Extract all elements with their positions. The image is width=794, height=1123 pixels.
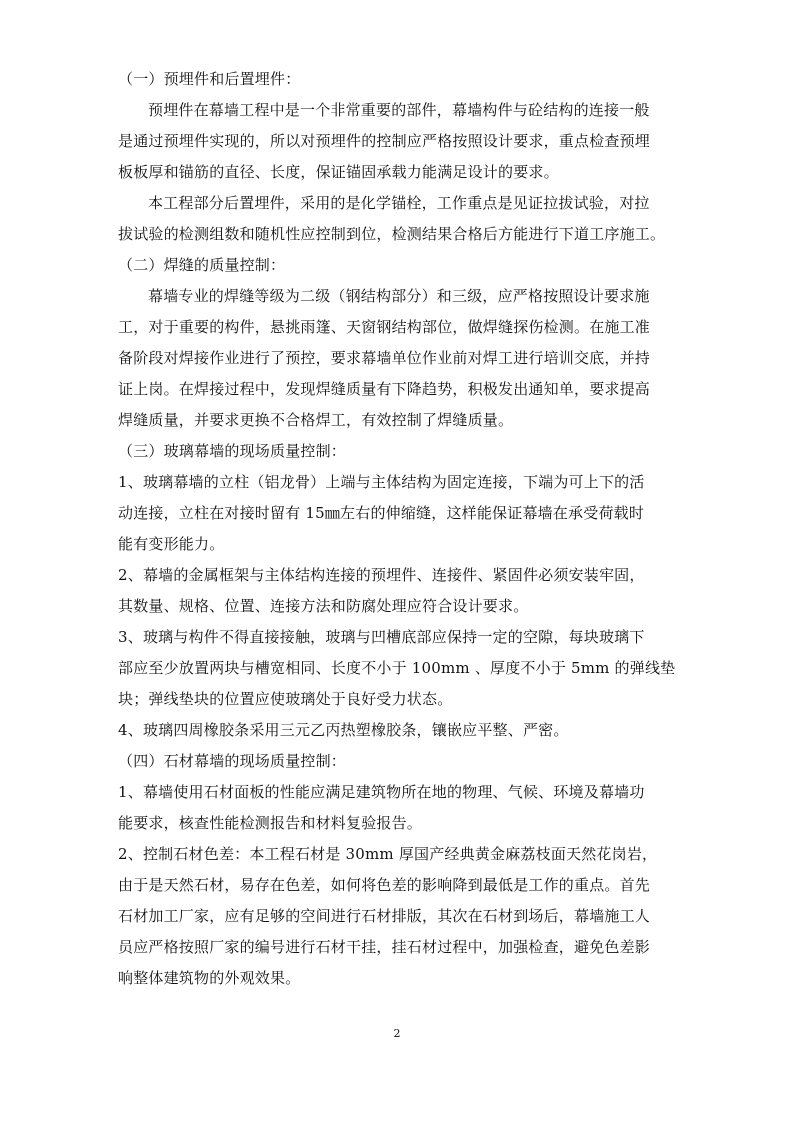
- text-line: 部应至少放置两块与槽宽相同、长度不小于 100mm 、厚度不小于 5mm 的弹线垫: [118, 659, 676, 677]
- text-line: 员应严格按照厂家的编号进行石材干挂，挂石材过程中，加强检查，避免色差影: [118, 938, 651, 956]
- text-line: 石材加工厂家，应有足够的空间进行石材排版，其次在石材到场后，幕墙施工人: [118, 907, 651, 925]
- paragraph: [118, 622, 692, 715]
- text-line: 能有变形能力。: [118, 535, 225, 553]
- text-line: 焊缝质量，并要求更换不合格焊工，有效控制了焊缝质量。: [118, 411, 514, 429]
- text-line: 板板厚和锚筋的直径、长度，保证锚固承载力能满足设计的要求。: [118, 163, 559, 181]
- paragraph: [118, 839, 692, 994]
- text-line: 幕墙专业的焊缝等级为二级（钢结构部分）和三级，应严格按照设计要求施: [148, 287, 650, 305]
- text-line: 1、幕墙使用石材面板的性能应满足建筑物所在地的物理、气候、环境及幕墙功: [118, 783, 645, 801]
- paragraph: [118, 715, 692, 746]
- text-line: 其数量、规格、位置、连接方法和防腐处理应符合设计要求。: [118, 597, 529, 615]
- text-line: 拔试验的检测组数和随机性应控制到位，检测结果合格后方能进行下道工序施工。: [118, 225, 666, 243]
- section-heading: （一）预埋件和后置埋件：: [118, 70, 301, 88]
- text-line: 工，对于重要的构件，悬挑雨篷、天窗钢结构部位，做焊缝探伤检测。在施工准: [118, 318, 651, 336]
- text-line: 由于是天然石材，易存在色差，如何将色差的影响降到最低是工作的重点。首先: [118, 876, 651, 894]
- text-line: 块；弹线垫块的位置应使玻璃处于良好受力状态。: [118, 690, 453, 708]
- section-heading: （二）焊缝的质量控制：: [118, 256, 286, 274]
- paragraph: [118, 188, 692, 250]
- section-heading: （三）玻璃幕墙的现场质量控制：: [118, 442, 347, 460]
- document-page: [118, 64, 692, 994]
- text-line: 3、玻璃与构件不得直接接触，玻璃与凹槽底部应保持一定的空隙，每块玻璃下: [118, 628, 645, 646]
- paragraph: [118, 467, 692, 560]
- paragraph: [118, 281, 692, 436]
- text-line: 能要求，核查性能检测报告和材料复验报告。: [118, 814, 423, 832]
- text-line: 2、控制石材色差：本工程石材是 30mm 厚国产经典黄金麻荔枝面天然花岗岩，: [118, 845, 658, 863]
- text-line: 证上岗。在焊接过程中，发现焊缝质量有下降趋势，积极发出通知单，要求提高: [118, 380, 651, 398]
- text-line: 1、玻璃幕墙的立柱（铝龙骨）上端与主体结构为固定连接，下端为可上下的活: [118, 473, 645, 491]
- text-line: 预埋件在幕墙工程中是一个非常重要的部件，幕墙构件与砼结构的连接一般: [148, 101, 650, 119]
- text-line: 2、幕墙的金属框架与主体结构连接的预埋件、连接件、紧固件必须安装牢固，: [118, 566, 645, 584]
- paragraph: [118, 777, 692, 839]
- text-line: 本工程部分后置埋件，采用的是化学锚栓，工作重点是见证拉拔试验，对拉: [148, 194, 650, 212]
- text-line: 动连接，立柱在对接时留有 15㎜左右的伸缩缝，这样能保证幕墙在承受荷载时: [118, 504, 645, 522]
- paragraph: [118, 95, 692, 188]
- text-line: 备阶段对焊接作业进行了预控，要求幕墙单位作业前对焊工进行培训交底，并持: [118, 349, 651, 367]
- text-line: 响整体建筑物的外观效果。: [118, 969, 301, 987]
- paragraph: [118, 560, 692, 622]
- page-number: 2: [393, 1027, 401, 1040]
- text-line: 4、玻璃四周橡胶条采用三元乙丙热塑橡胶条，镶嵌应平整、严密。: [118, 721, 569, 739]
- text-line: 是通过预埋件实现的，所以对预埋件的控制应严格按照设计要求，重点检查预埋: [118, 132, 651, 150]
- section-heading: （四）石材幕墙的现场质量控制：: [118, 752, 347, 770]
